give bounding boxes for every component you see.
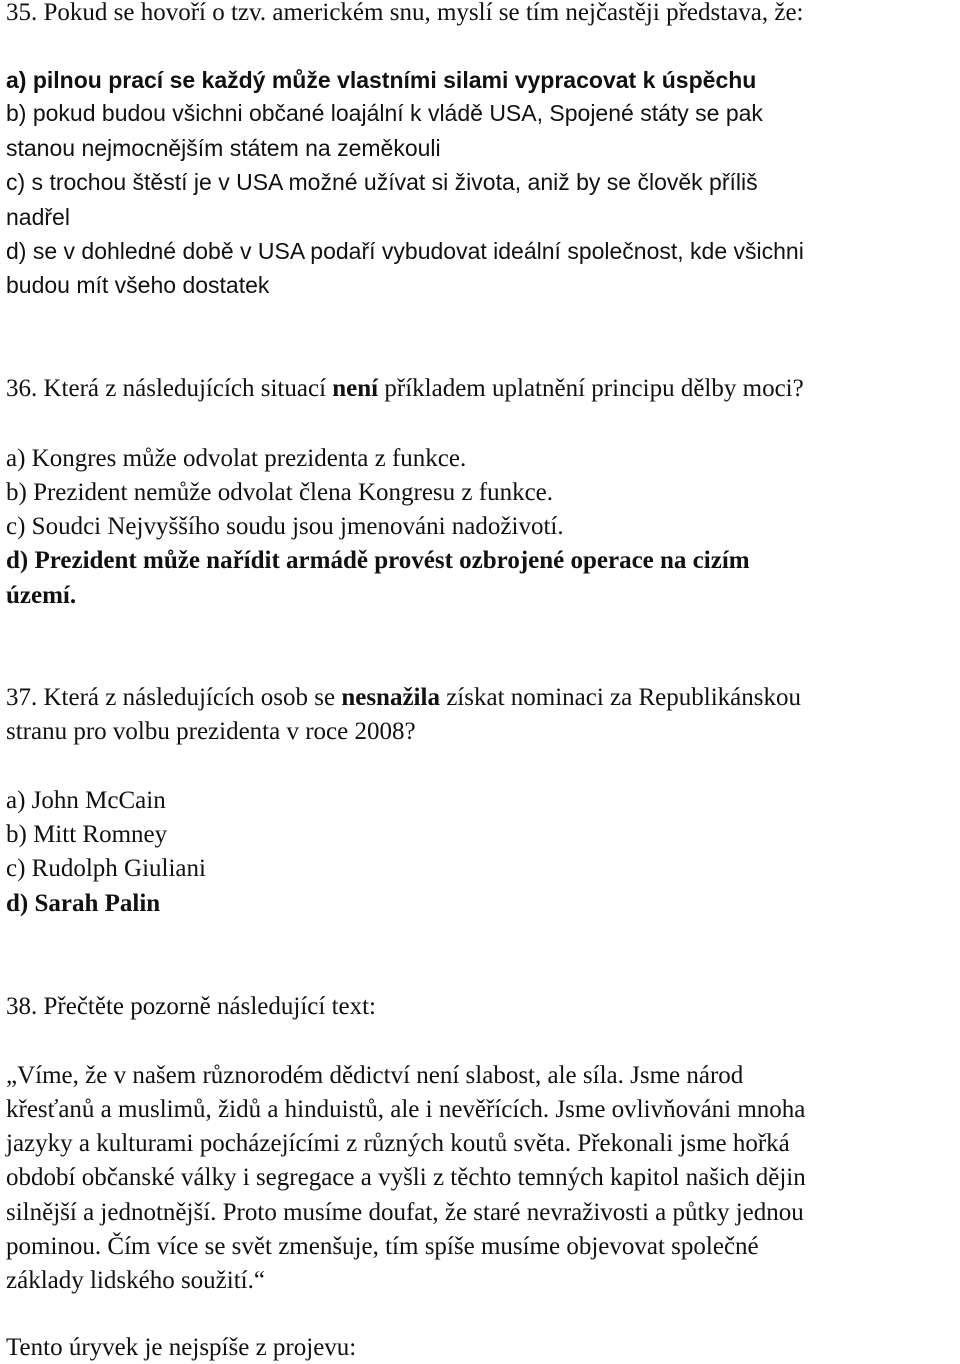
question-35-option-c-line2: nadřel <box>6 204 70 230</box>
question-38-title: 38. Přečtěte pozorně následující text: <box>6 993 377 1020</box>
question-37-option-c: c) Rudolph Giuliani <box>6 855 206 882</box>
quote-line: silnější a jednotnější. Proto musíme doufat, že staré nevraživosti a půtky jednou <box>6 1199 804 1226</box>
question-37-title-line2: stranu pro volbu prezidenta v roce 2008? <box>6 718 416 745</box>
question-35-option-a: a) pilnou prací se každý může vlastními silami vypracovat k úspěchu <box>6 67 757 93</box>
question-37-title-start: 37. Která z následujících osob se <box>6 684 342 711</box>
question-35-title: 35. Pokud se hovoří o tzv. americkém snu, myslí se tím nejčastěji představa, že: <box>6 0 804 26</box>
quote-line: „Víme, že v našem různorodém dědictví není slabost, ale síla. Jsme národ <box>6 1062 744 1089</box>
question-37-option-d: d) Sarah Palin <box>6 890 161 917</box>
question-37-option-b: b) Mitt Romney <box>6 821 168 848</box>
question-37-title-line1 <box>6 685 801 710</box>
question-35-option-d-line2: budou mít všeho dostatek <box>6 272 270 298</box>
question-36-option-d-line1: d) Prezident může nařídit armádě provést ozbrojené operace na cizím <box>6 547 750 574</box>
question-35-option-c-line1: c) s trochou štěstí je v USA možné užívat si života, aniž by se člověk příliš <box>6 169 758 195</box>
question-38-prompt: Tento úryvek je nejspíše z projevu: <box>6 1334 357 1361</box>
question-36-title <box>6 376 804 401</box>
question-36-title-emphasis: není <box>332 375 379 402</box>
quote-line: základy lidského soužití.“ <box>6 1267 265 1294</box>
quote-line: křesťanů a muslimů, židů a hinduistů, ale i nevěřících. Jsme ovlivňováni mnoha <box>6 1096 806 1123</box>
question-35-option-b-line1: b) pokud budou všichni občané loajální k vládě USA, Spojené státy se pak <box>6 100 763 126</box>
question-36-title-start: 36. Která z následujících situací <box>6 375 333 402</box>
question-37-title-end: získat nominaci za Republikánskou <box>439 684 801 711</box>
quote-line: pominou. Čím více se svět zmenšuje, tím spíše musíme objevovat společné <box>6 1233 759 1260</box>
question-35-option-b-line2: stanou nejmocnějším státem na zeměkouli <box>6 135 441 161</box>
question-36-option-c: c) Soudci Nejvyššího soudu jsou jmenováni nadoživotí. <box>6 513 564 540</box>
question-36-option-b: b) Prezident nemůže odvolat člena Kongresu z funkce. <box>6 479 554 506</box>
question-36-title-end: příkladem uplatnění principu dělby moci? <box>378 375 804 402</box>
quote-line: období občanské války i segregace a vyšli z těchto temných kapitol našich dějin <box>6 1164 806 1191</box>
question-37-title-emphasis: nesnažila <box>341 684 440 711</box>
question-37-option-a: a) John McCain <box>6 787 166 814</box>
quote-line: jazyky a kulturami pocházejícími z různých koutů světa. Překonali jsme hořká <box>6 1130 790 1157</box>
question-36-option-a: a) Kongres může odvolat prezidenta z funkce. <box>6 445 467 472</box>
question-35-option-d-line1: d) se v dohledné době v USA podaří vybudovat ideální společnost, kde všichni <box>6 238 804 264</box>
question-36-option-d-line2: území. <box>6 582 77 609</box>
